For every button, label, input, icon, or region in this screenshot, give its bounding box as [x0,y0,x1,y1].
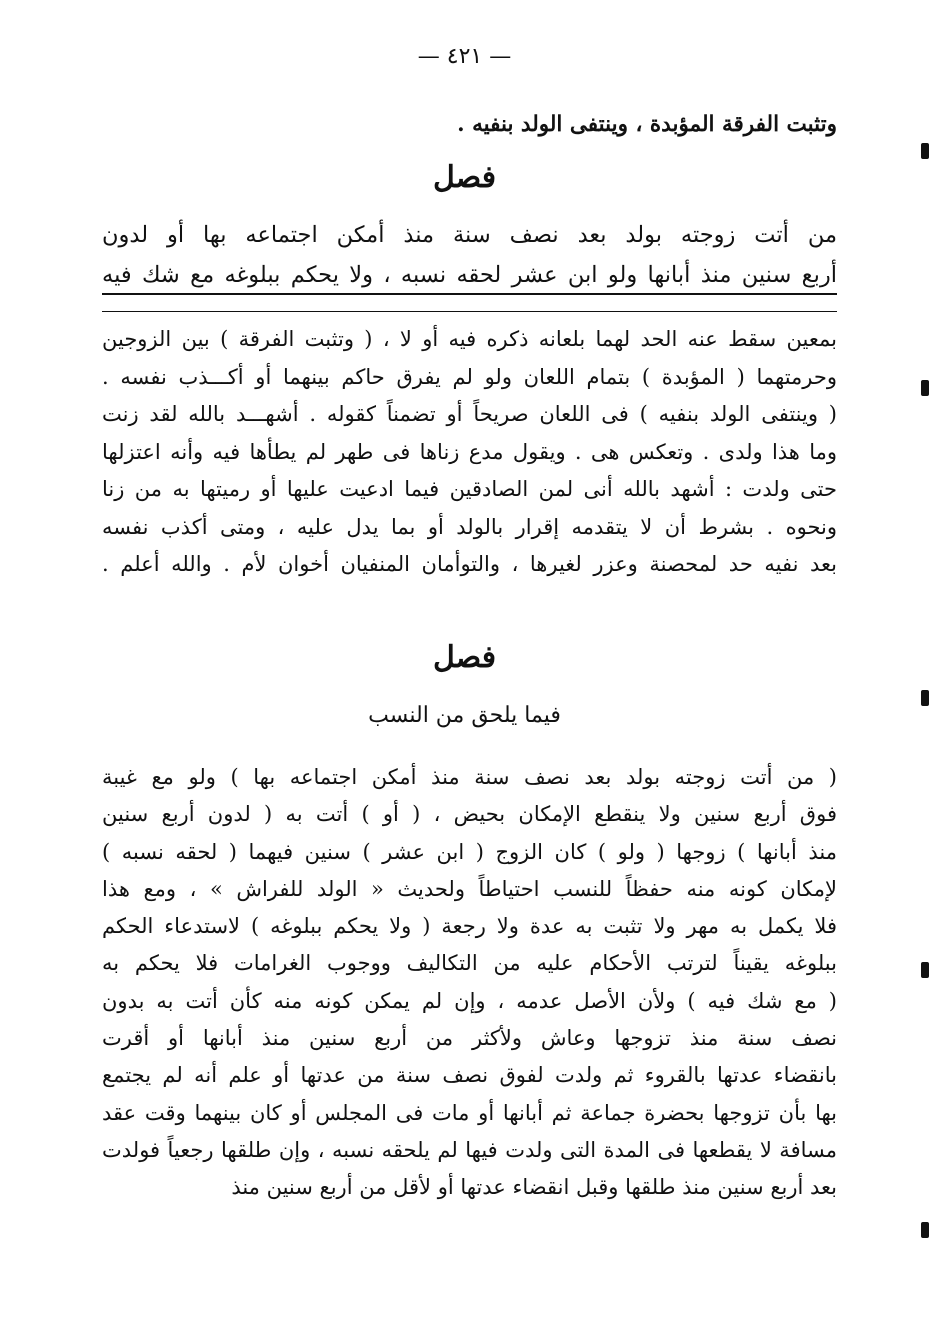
scan-edge-mark [921,1222,929,1238]
commentary-text [102,321,837,584]
text-line: أربع سنين منذ أبانها ولو ابن عشر لحقه نسبه ، ولا يحكم ببلوغه مع شك فيه [102,262,837,288]
separator-rule-thin [102,311,837,312]
text-line: وما هذا ولدى . وتعكس هى . ويقول مدع زناها فى طهر لم يطأها فيه وأنه اعتزلها [102,439,837,464]
text-line: ( وينتفى الولد بنفيه ) فى اللعان صريحاً أو تضمناً كقوله . أشهـــد بالله لقد زنت [102,402,837,426]
section-subheading: فيما يلحق من النسب [368,703,561,728]
text-line: بمعين سقط عنه الحد لهما بلعانه ذكره فيه أو لا ، ( وتثبت الفرقة ) بين الزوجين [102,327,837,351]
text-line: منذ أبانها ) زوجها ( ولو ) كان الزوج ( ابن عشر ) سنين فيهما ( لحقه نسبه ) [102,839,837,864]
scan-edge-mark [921,962,929,978]
text-line: ( من أتت زوجته بولد بعد نصف سنة منذ أمكن اجتماعه بها ) ولو مع غيبة [102,765,837,789]
section-heading-2: فصل [432,640,497,675]
text-line: وتثبت الفرقة المؤبدة ، وينتفى الولد بنفيه . [457,112,837,137]
text-line: بعد أربع سنين منذ طلقها وقبل انقضاء عدتها أو لأقل من أربع سنين منذ [231,1175,837,1200]
text-line: وحرمتهما ( المؤبدة ) بتمام اللعان ولو لم يفرق حاكم بينهما أو أكـــذب نفسه . [102,364,837,389]
text-line: فوق أربع سنين ولا ينقطع الإمكان بحيض ، ( أو ) أتت به ( لدون أربع سنين [102,802,837,827]
scan-edge-mark [921,690,929,706]
text-line: لإمكان كونه منه حفظاً للنسب احتياطاً ولحديث « الولد للفراش » ، ومع هذا [102,876,837,901]
text-line: فلا يكمل به مهر ولا تثبت به عدة ولا رجعة ( ولا يحكم ببلوغه ) لاستدعاء الحكم [102,914,837,939]
commentary-text-2 [102,759,837,1207]
text-line: ببلوغه يقيناً لترتب الأحكام عليه من التكاليف ووجوب الغرامات فلا يحكم به [102,951,837,976]
text-line: من أتت زوجته بولد بعد نصف سنة منذ أمكن اجتماعه بها أو لدون [102,222,837,248]
text-line: نصف سنة منذ تزوجها وعاش ولأكثر من أربع سنين منذ أبانها أو أقرت [102,1026,837,1051]
text-line: ونحوه . بشرط أن لا يتقدمه إقرار بالولد أو بما يدل عليه ، ومتى أكذب نفسه [102,514,837,539]
separator-rule [102,293,837,295]
text-line: ( مع شك فيه ) ولأن الأصل عدمه ، وإن لم يمكن كونه منه كأن أتت به بدون [102,988,837,1013]
text-line: بعد نفيه حد لمحصنة وعزر لغيرها ، والتوأمان المنفيان أخوان لأم . والله أعلم . [102,552,837,576]
section-heading: فصل [432,160,497,195]
page-number: — ٤٢١ — [417,44,512,69]
scan-edge-mark [921,380,929,396]
top-matn-text [102,108,837,142]
scan-edge-mark [921,143,929,159]
text-line: بها بأن تزوجها بحضرة جماعة ثم أبانها أو مات فى المجلس أو كان بينهما وقت عقد [102,1100,837,1125]
section-matn-text [102,215,837,295]
text-line: مسافة لا يقطعها فى المدة التى ولدت فيها لم يلحقه نسبه ، وإن طلقها رجعياً فولدت [102,1137,837,1162]
text-line: بانقضاء عدتها بالقروء ثم ولدت لفوق نصف سنة من عدتها أو علم أنه لم يجتمع [102,1063,837,1088]
text-line: حتى ولدت : أشهد بالله أنى لمن الصادقين فيما ادعيت عليها أو رميتها به من زنا [102,477,837,501]
